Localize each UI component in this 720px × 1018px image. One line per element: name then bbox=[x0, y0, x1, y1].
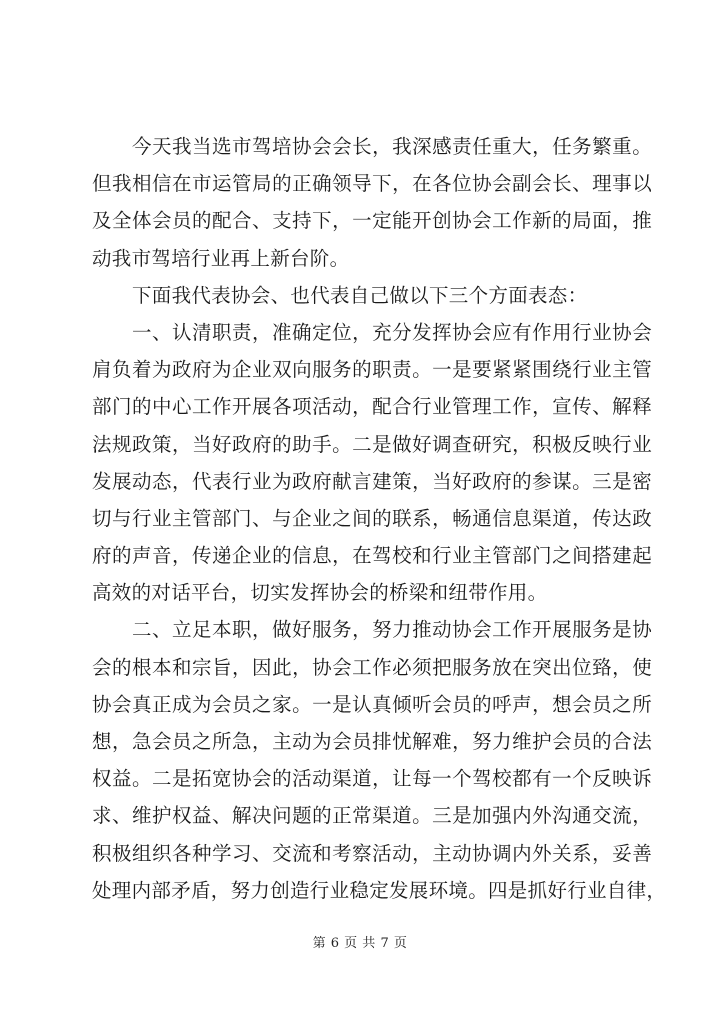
text-line: 二、立足本职，做好服务，努力推动协会工作开展服务是协 bbox=[132, 618, 652, 642]
text-line: 法规政策，当好政府的助手。二是做好调查研究，积极反映行业 bbox=[92, 432, 652, 456]
text-line: 权益。二是拓宽协会的活动渠道，让每一个驾校都有一个反映诉 bbox=[92, 767, 652, 791]
text-line: 发展动态，代表行业为政府献言建策，当好政府的参谋。三是密 bbox=[92, 469, 652, 493]
text-line: 肩负着为政府为企业双向服务的职责。一是要紧紧围绕行业主管 bbox=[92, 358, 652, 382]
text-line: 切与行业主管部门、与企业之间的联系，畅通信息渠道，传达政 bbox=[92, 506, 652, 530]
text-line: 府的声音，传递企业的信息，在驾校和行业主管部门之间搭建起 bbox=[92, 544, 652, 568]
text-line: 一、认清职责，准确定位，充分发挥协会应有作用行业协会 bbox=[132, 320, 652, 344]
text-line: 但我相信在市运管局的正确领导下，在各位协会副会长、理事以 bbox=[92, 172, 652, 196]
text-line: 下面我代表协会、也代表自己做以下三个方面表态： bbox=[132, 283, 588, 307]
text-line: 会的根本和宗旨，因此，协会工作必须把服务放在突出位臵，使 bbox=[92, 655, 652, 679]
paragraph-intro bbox=[92, 128, 652, 277]
text-line: 部门的中心工作开展各项活动，配合行业管理工作，宣传、解释 bbox=[92, 395, 652, 419]
paragraph-point-one bbox=[92, 314, 652, 612]
text-line: 协会真正成为会员之家。一是认真倾听会员的呼声，想会员之所 bbox=[92, 692, 652, 716]
text-line: 及全体会员的配合、支持下，一定能开创协会工作新的局面，推 bbox=[92, 209, 652, 233]
text-line: 处理内部矛盾，努力创造行业稳定发展环境。四是抓好行业自律， bbox=[92, 878, 667, 902]
text-line: 积极组织各种学习、交流和考察活动，主动协调内外关系，妥善 bbox=[92, 841, 652, 865]
paragraph-point-two bbox=[92, 611, 667, 909]
paragraph-statement bbox=[92, 277, 652, 314]
text-line: 今天我当选市驾培协会会长，我深感责任重大，任务繁重。 bbox=[132, 135, 652, 158]
page-number-footer: 第 6 页 共 7 页 bbox=[312, 936, 408, 951]
text-line: 动我市驾培行业再上新台阶。 bbox=[92, 246, 350, 270]
document-body bbox=[92, 128, 667, 909]
text-line: 想，急会员之所急，主动为会员排忧解难，努力维护会员的合法 bbox=[92, 730, 652, 753]
text-line: 高效的对话平台，切实发挥协会的桥梁和纽带作用。 bbox=[92, 581, 548, 605]
text-line: 求、维护权益、解决问题的正常渠道。三是加强内外沟通交流， bbox=[92, 804, 652, 828]
